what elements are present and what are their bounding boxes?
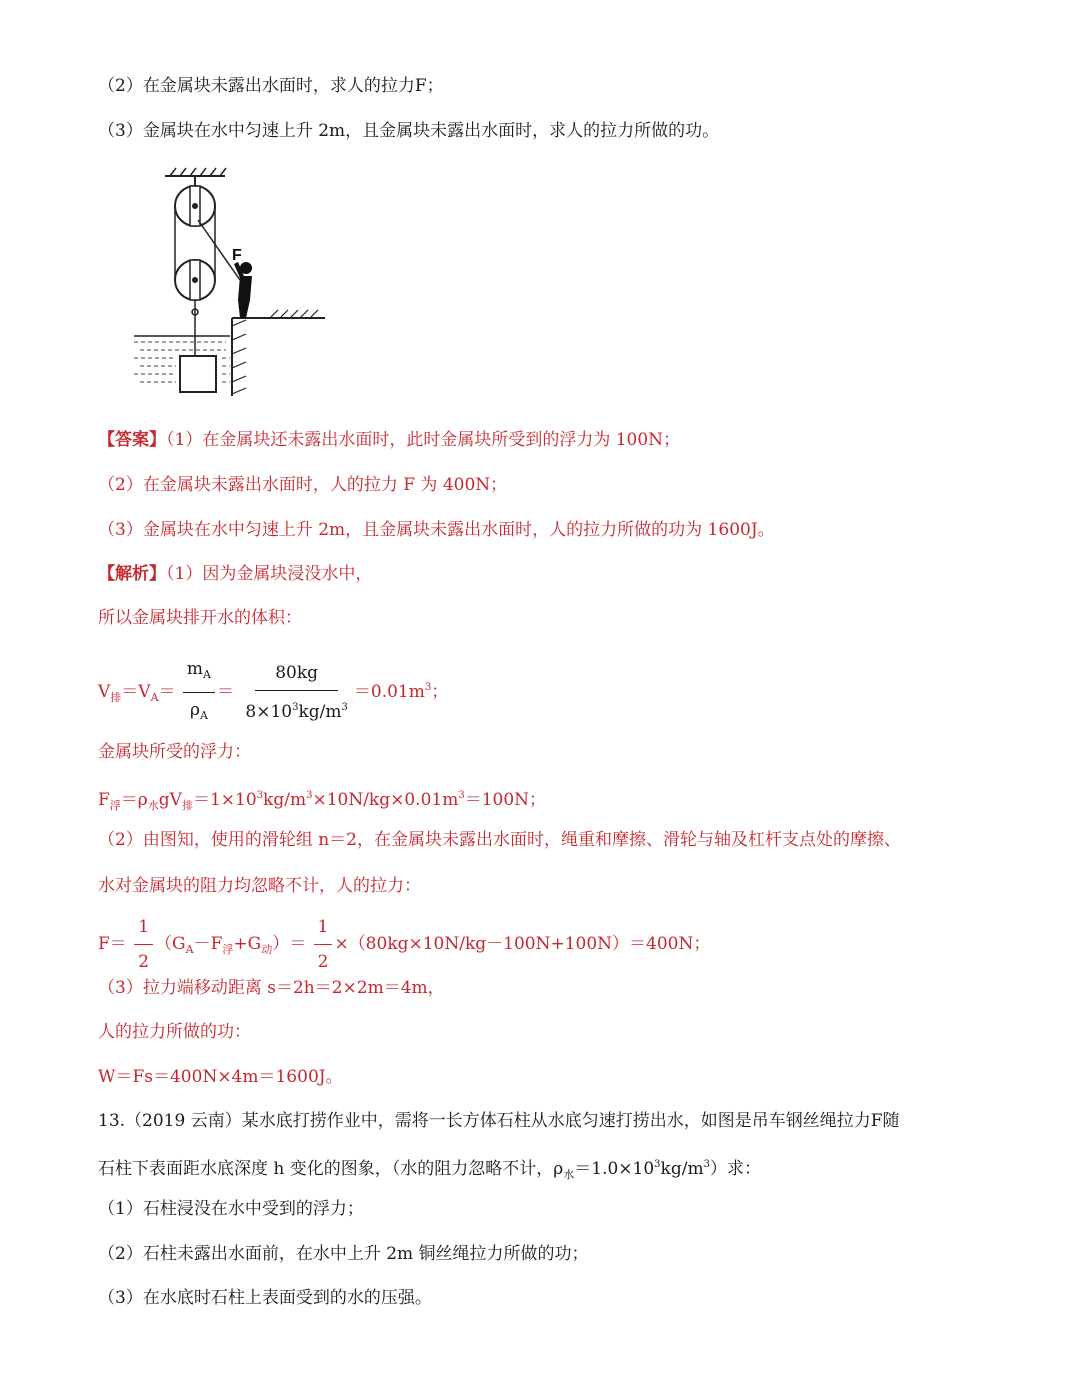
analysis-p3: 金属块所受的浮力： (98, 742, 251, 762)
force-label: F (232, 247, 242, 264)
q13-sub-3: （3）在水底时石柱上表面受到的水的压强。 (98, 1288, 432, 1308)
pulley-diagram (130, 160, 330, 400)
analysis-p2: 所以金属块排开水的体积： (98, 608, 302, 628)
q13-line-1: 13.（2019 云南）某水底打捞作业中，需将一长方体石柱从水底匀速打捞出水，如图是吊车钢丝绳拉力F随 (98, 1111, 900, 1131)
q13-line-2: 石柱下表面距水底深度 h 变化的图象，（水的阻力忽略不计，$\rho_水=1.0\times 10^3kg/m^3$）求： (98, 1159, 761, 1181)
answer-3: （3）金属块在水中匀速上升 2m，且金属块未露出水面时，人的拉力所做的功为 1600J。 (98, 520, 775, 540)
person-silhouette (234, 262, 252, 318)
analysis-p5: 水对金属块的阻力均忽略不计，人的拉力： (98, 876, 421, 896)
fraction-mass-density: $\frac{m_A}{\rho_A}$ (183, 654, 215, 731)
question-part-2: （2）在金属块未露出水面时，求人的拉力F； (98, 76, 444, 96)
equation-volume: $V_排=V_A=$ $\frac{m_A}{\rho_A}$ ＝ $\frac{80kg}{8\times 10^3kg/m^3}$ $=0.01m^3$； (98, 654, 448, 731)
question-part-3: （3）金属块在水中匀速上升 2m，且金属块未露出水面时，求人的拉力所做的功。 (98, 121, 720, 141)
equation-pull-force: F＝ $\frac{1}{2}$ $(G_A-F_浮+G_动)=$ $\frac{1}{2}$ ×（80kg×10N/kg－100N+100N）＝400N； (98, 912, 710, 977)
analysis-line-1 (98, 562, 372, 586)
fraction-volume-value: $\frac{80kg}{8\times 10^3kg/m^3}$ (241, 658, 351, 727)
fraction-half-2: $\frac{1}{2}$ (314, 912, 333, 977)
fraction-half-1: $\frac{1}{2}$ (134, 912, 153, 977)
analysis-p1: （1）因为金属块浸没水中， (166, 564, 373, 584)
answer-2: （2）在金属块未露出水面时，人的拉力 F 为 400N； (98, 475, 508, 495)
analysis-p7: 人的拉力所做的功： (98, 1022, 251, 1042)
answer-line-1 (98, 428, 680, 452)
equation-buoyancy: $F_浮=\rho_水gV_排=1\times 10^3kg/m^3\times 10N/kg\times 0.01m^3=100N$； (98, 790, 547, 812)
analysis-p6: （3）拉力端移动距离 s＝2h＝2×2m＝4m， (98, 978, 445, 998)
analysis-p8: W＝Fs＝400N×4m＝1600J。 (98, 1067, 343, 1087)
answer-tag: 【答案】 (98, 430, 166, 450)
analysis-tag: 【解析】 (98, 564, 166, 584)
q13-sub-2: （2）石柱未露出水面前，在水中上升 2m 铜丝绳拉力所做的功； (98, 1244, 589, 1264)
q13-sub-1: （1）石柱浸没在水中受到的浮力； (98, 1199, 364, 1219)
analysis-p4: （2）由图知，使用的滑轮组 n＝2，在金属块未露出水面时，绳重和摩擦、滑轮与轴及杠杆支点处的摩擦、 (98, 830, 901, 850)
answer-1: （1）在金属块还未露出水面时，此时金属块所受到的浮力为 100N； (166, 430, 681, 450)
pulley-figure (130, 160, 330, 404)
